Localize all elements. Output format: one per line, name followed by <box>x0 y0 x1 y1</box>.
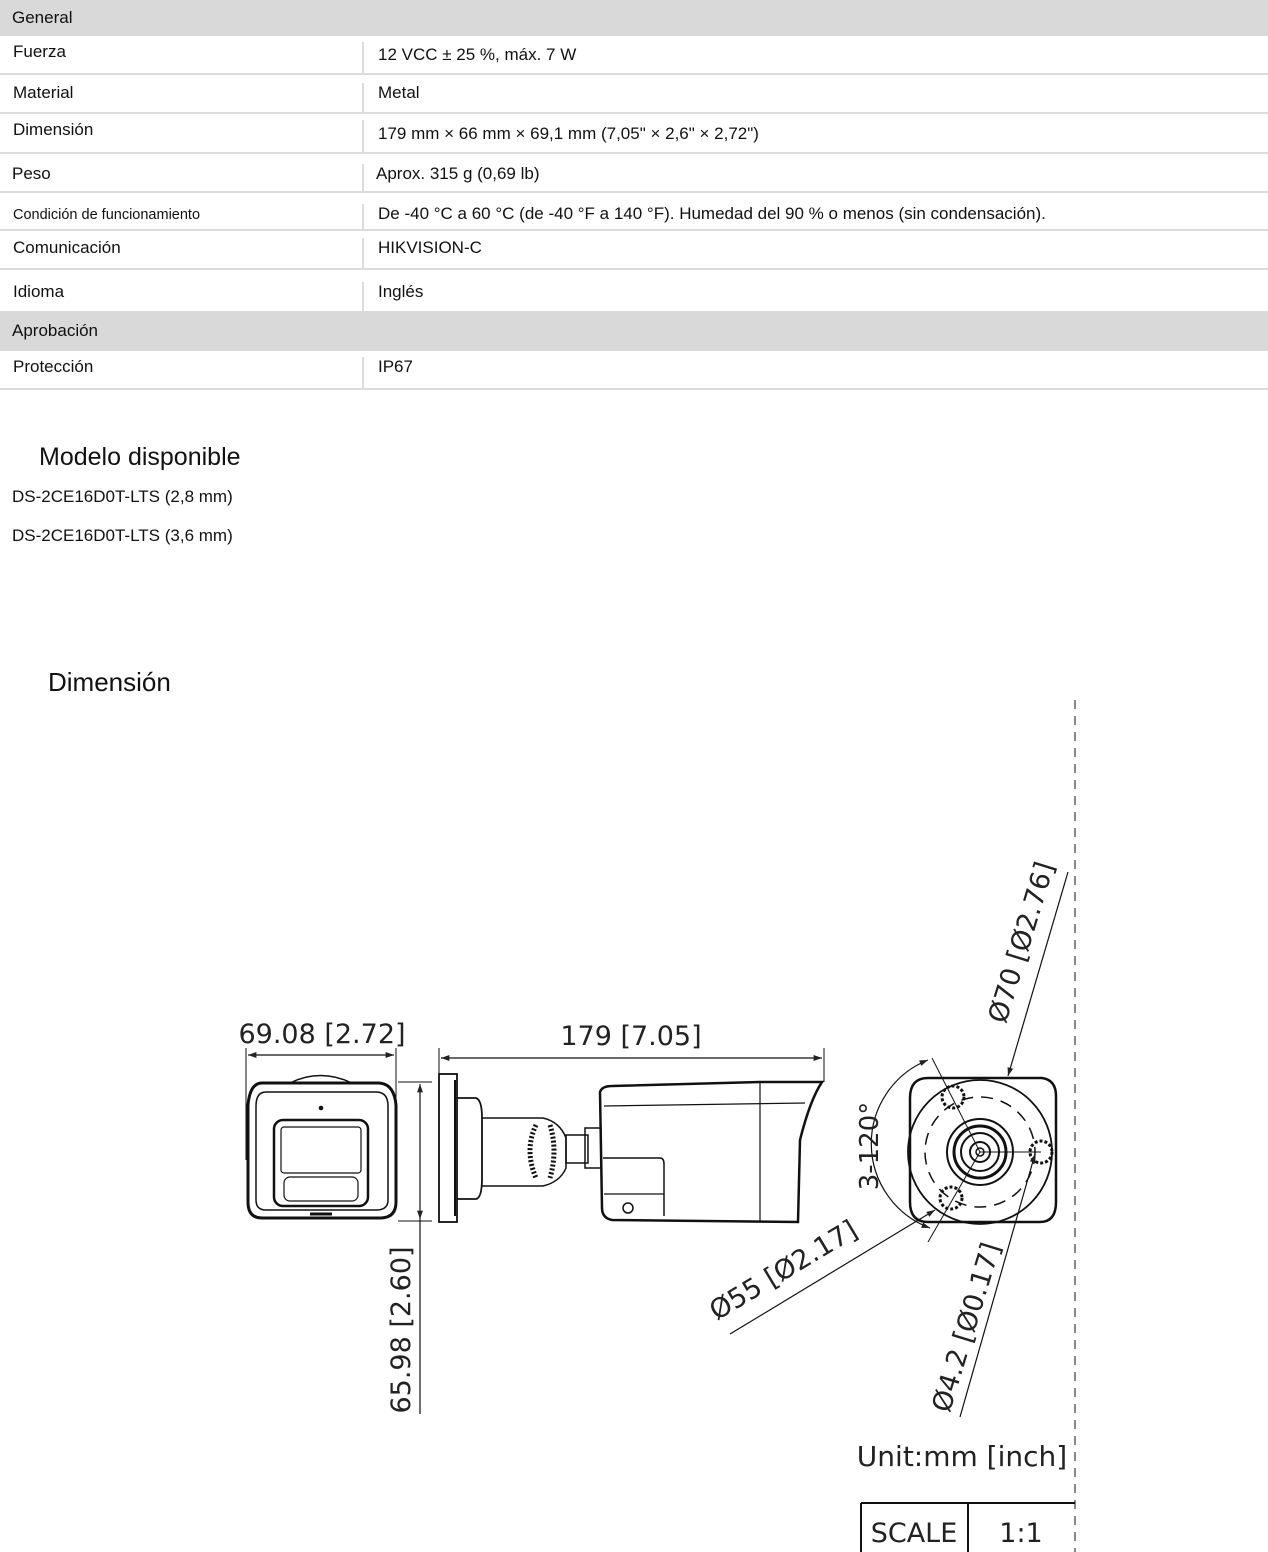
model-item: DS-2CE16D0T-LTS (3,6 mm) <box>12 526 233 545</box>
front-height-label: 65.98 [2.60] <box>386 1246 417 1414</box>
hole-diameter-label: Ø4.2 [Ø0.17] <box>926 1239 1008 1416</box>
row-value: IP67 <box>378 357 413 376</box>
row-value: 179 mm × 66 mm × 69,1 mm (7,05" × 2,6" × 2,72") <box>378 124 759 143</box>
table-row <box>0 270 1268 311</box>
bolt-circle-label: Ø55 [Ø2.17] <box>704 1214 864 1327</box>
table-row <box>0 114 1268 154</box>
row-label: Dimensión <box>0 120 364 152</box>
unit-label: Unit:mm [inch] <box>856 1440 1068 1473</box>
side-view <box>439 1048 824 1222</box>
table-row <box>0 75 1268 114</box>
table-row <box>0 351 1268 390</box>
hole-angle-label: 3-120° <box>855 1101 885 1191</box>
scale-label: SCALE <box>870 1518 958 1549</box>
row-value: Inglés <box>378 282 424 301</box>
row-label: Condición de funcionamiento <box>0 204 364 229</box>
base-diameter-label: Ø70 [Ø2.76] <box>982 858 1062 1027</box>
table-row <box>0 36 1268 75</box>
row-value: De -40 °C a 60 °C (de -40 °F a 140 °F). Humedad del 90 % o menos (sin condensación). <box>378 204 1046 223</box>
front-width-label: 69.08 [2.72] <box>238 1019 406 1050</box>
table-row <box>0 154 1268 193</box>
row-value: HIKVISION-C <box>378 238 482 257</box>
section-header-approval: Aprobación <box>0 311 1268 351</box>
row-label: Peso <box>0 164 364 191</box>
length-label: 179 [7.05] <box>560 1021 702 1052</box>
models-heading: Modelo disponible <box>39 443 241 471</box>
dimension-drawing <box>0 690 1268 1552</box>
row-value: 12 VCC ± 25 %, máx. 7 W <box>378 45 577 64</box>
table-row <box>0 231 1268 270</box>
row-label: Idioma <box>0 282 364 311</box>
row-label: Fuerza <box>0 42 364 73</box>
table-row <box>0 193 1268 231</box>
row-label: Comunicación <box>0 238 364 268</box>
dimension-heading: Dimensión <box>48 667 171 697</box>
spec-table <box>0 0 1268 390</box>
model-item: DS-2CE16D0T-LTS (2,8 mm) <box>12 487 233 506</box>
row-label: Protección <box>0 357 364 388</box>
row-value: Metal <box>378 83 420 102</box>
scale-value: 1:1 <box>999 1518 1043 1549</box>
row-label: Material <box>0 83 364 112</box>
section-header-general: General <box>0 0 1268 36</box>
row-value: Aprox. 315 g (0,69 lb) <box>376 164 540 183</box>
